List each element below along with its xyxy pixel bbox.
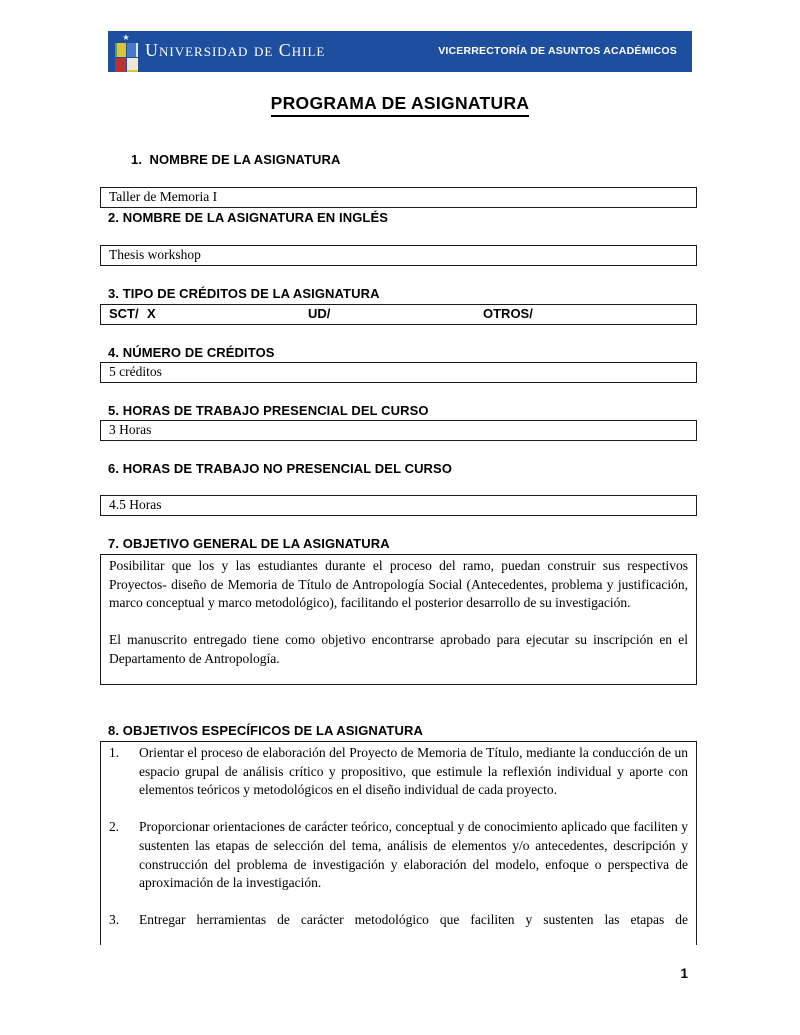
objective-item — [109, 744, 688, 800]
star-icon: ★ — [122, 33, 130, 42]
section-6-heading: 6. HORAS DE TRABAJO NO PRESENCIAL DEL CURSO — [108, 461, 453, 476]
section-2-heading: 2. NOMBRE DE LA ASIGNATURA EN INGLÉS — [108, 210, 388, 225]
vicerrectoria-label: VICERRECTORÍA DE ASUNTOS ACADÉMICOS — [438, 45, 677, 57]
general-objective-paragraph: El manuscrito entregado tiene como objetivo encontrarse aprobado para ejecutar su inscripción en el Departamento de Antropología. — [109, 632, 688, 666]
credit-count-field: 5 créditos — [100, 362, 697, 383]
objective-item — [109, 911, 688, 930]
header-band — [108, 31, 692, 72]
section-4-heading: 4. NÚMERO DE CRÉDITOS — [108, 345, 275, 360]
general-objective-paragraph: Posibilitar que los y las estudiantes durante el proceso del ramo, puedan construir sus respectivos Proyectos- diseño de Memoria de Título de Antropología Social (Antecedentes, problema y justificación, marco conceptual y marco metodológico), facilitando el posterior desarrollo de su investigación. — [109, 558, 688, 611]
objective-number: 2. — [109, 819, 120, 835]
general-objective-field — [100, 554, 697, 685]
objective-text: Proporcionar orientaciones de carácter teórico, conceptual y de conocimiento aplicado que faciliten y sustenten las etapas de selección del tema, análisis de elementos y/o antecedentes, descripción y construcción del problema de investigación y elaboración del modelo, enfoque o perspectiva de aproximación de la investigación. — [139, 819, 688, 891]
otros-label: OTROS/ — [483, 306, 533, 321]
page-number: 1 — [680, 966, 688, 981]
section-8-heading: 8. OBJETIVOS ESPECÍFICOS DE LA ASIGNATURA — [108, 723, 423, 738]
sct-label: SCT/ — [109, 306, 139, 321]
credit-type-field — [100, 304, 697, 325]
crest-shield-icon — [113, 43, 139, 72]
university-crest-icon — [113, 33, 139, 75]
objective-item — [109, 818, 688, 892]
ud-label: UD/ — [308, 306, 331, 321]
in-person-hours-field: 3 Horas — [100, 420, 697, 441]
university-name: Universidad de Chile — [145, 40, 326, 60]
title-wrap — [0, 93, 800, 117]
section-3-heading: 3. TIPO DE CRÉDITOS DE LA ASIGNATURA — [108, 286, 380, 301]
objective-text: Orientar el proceso de elaboración del Proyecto de Memoria de Título, mediante la conducción de un espacio grupal de análisis crítico y propositivo, que estimule la reflexión individual y aporte con elementos teóricos y metodológicos en el diseño individual de cada proyecto. — [139, 745, 688, 798]
non-in-person-hours-field: 4.5 Horas — [100, 495, 697, 516]
course-name-field: Taller de Memoria I — [100, 187, 697, 208]
objective-number: 3. — [109, 912, 120, 928]
objective-number: 1. — [109, 745, 120, 760]
section-7-heading: 7. OBJETIVO GENERAL DE LA ASIGNATURA — [108, 536, 390, 551]
course-name-english-field: Thesis workshop — [100, 245, 697, 266]
specific-objectives-field — [100, 741, 697, 945]
sct-checked-value: X — [147, 306, 156, 321]
objective-text: Entregar herramientas de carácter metodológico que faciliten y sustenten las etapas de — [139, 912, 688, 928]
section-5-heading: 5. HORAS DE TRABAJO PRESENCIAL DEL CURSO — [108, 403, 429, 418]
form-content — [100, 152, 697, 945]
section-1-heading: 1. NOMBRE DE LA ASIGNATURA — [131, 152, 341, 167]
document-title: PROGRAMA DE ASIGNATURA — [271, 93, 530, 117]
